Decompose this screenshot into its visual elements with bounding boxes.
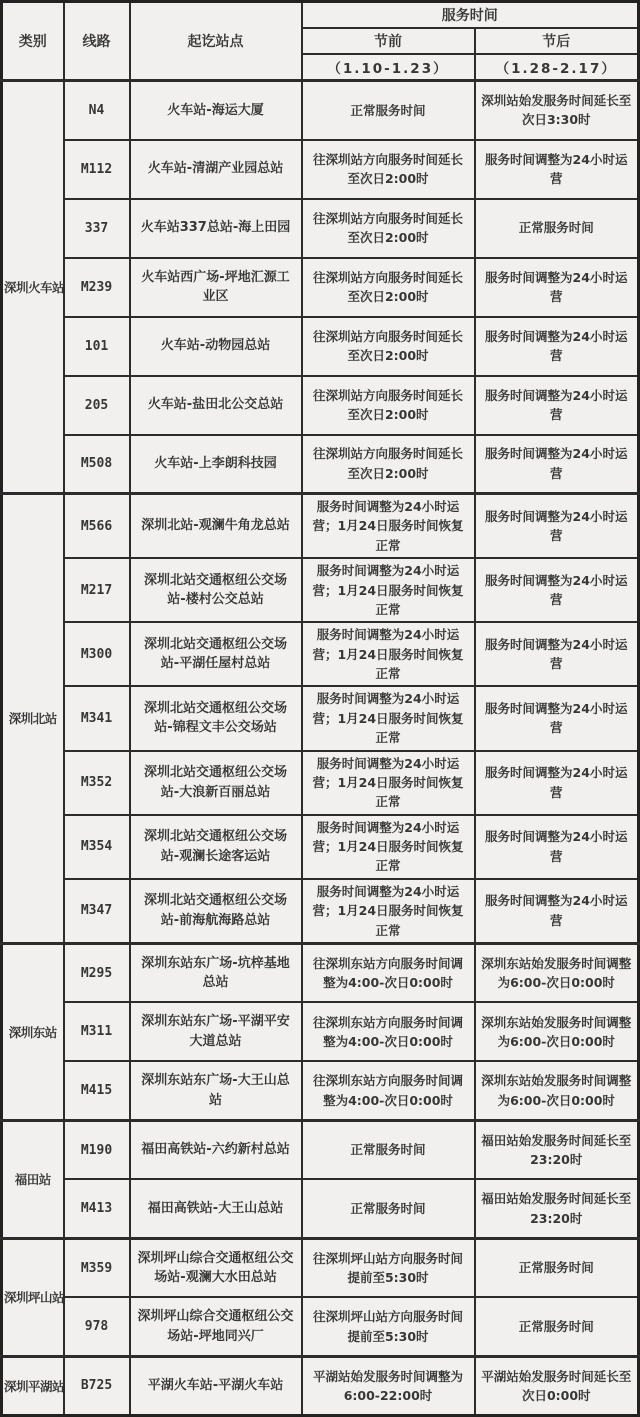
post-cell: 服务时间调整为24小时运营 [475,376,639,435]
post-cell: 深圳东站始发服务时间调整为6:00-次日0:00时 [475,1002,639,1061]
post-cell: 正常服务时间 [475,1238,639,1297]
post-cell: 福田站始发服务时间延长至23:20时 [475,1179,639,1238]
post-cell: 深圳东站始发服务时间调整为6:00-次日0:00时 [475,1061,639,1120]
header-pre-festival: 节前 [302,28,475,54]
table-row [2,199,639,258]
pre-cell: 往深圳东站方向服务时间调整为4:00-次日0:00时 [302,1061,475,1120]
table-row [2,815,639,879]
stations-cell: 平湖火车站-平湖火车站 [130,1356,302,1415]
table-row [2,943,639,1002]
route-cell: M239 [64,258,130,317]
route-cell: 205 [64,376,130,435]
category-cell: 深圳平湖站 [2,1356,64,1415]
post-cell: 服务时间调整为24小时运营 [475,435,639,494]
stations-cell: 深圳坪山综合交通枢纽公交场站-观澜大水田总站 [130,1238,302,1297]
header-stations: 起讫站点 [130,2,302,81]
pre-cell: 服务时间调整为24小时运营；1月24日服务时间恢复正常 [302,494,475,559]
pre-cell: 往深圳站方向服务时间延长至次日2:00时 [302,317,475,376]
route-cell: M413 [64,1179,130,1238]
stations-cell: 火车站-清湖产业园总站 [130,140,302,199]
table-header [2,2,639,81]
table-row [2,1297,639,1356]
stations-cell: 福田高铁站-六约新村总站 [130,1120,302,1179]
stations-cell: 火车站-上李朗科技园 [130,435,302,494]
route-cell: 978 [64,1297,130,1356]
post-cell: 平湖站始发服务时间延长至次日0:00时 [475,1356,639,1415]
table-row [2,376,639,435]
route-cell: M352 [64,751,130,815]
pre-cell: 往深圳坪山站方向服务时间提前至5:30时 [302,1238,475,1297]
pre-cell: 往深圳站方向服务时间延长至次日2:00时 [302,140,475,199]
post-cell: 深圳东站始发服务时间调整为6:00-次日0:00时 [475,943,639,1002]
route-cell: 337 [64,199,130,258]
pre-cell: 往深圳站方向服务时间延长至次日2:00时 [302,376,475,435]
route-cell: M295 [64,943,130,1002]
post-cell: 服务时间调整为24小时运营 [475,140,639,199]
post-cell: 福田站始发服务时间延长至23:20时 [475,1120,639,1179]
route-cell: M566 [64,494,130,559]
table-row [2,1061,639,1120]
pre-cell: 往深圳站方向服务时间延长至次日2:00时 [302,435,475,494]
stations-cell: 深圳北站交通枢纽公交场站-锦程文丰公交场站 [130,686,302,750]
header-service-time: 服务时间 [302,2,639,29]
category-cell: 深圳火车站 [2,81,64,494]
table-body [2,81,639,1416]
header-category: 类别 [2,2,64,81]
route-cell: M300 [64,622,130,686]
header-post-festival-dates: （1.28-2.17） [475,54,639,81]
stations-cell: 深圳北站交通枢纽公交场站-前海航海路总站 [130,879,302,944]
category-cell: 福田站 [2,1120,64,1238]
category-cell: 深圳坪山站 [2,1238,64,1356]
table-row [2,140,639,199]
route-cell: M347 [64,879,130,944]
stations-cell: 深圳东站东广场-坑梓基地总站 [130,943,302,1002]
pre-cell: 服务时间调整为24小时运营；1月24日服务时间恢复正常 [302,815,475,879]
pre-cell: 服务时间调整为24小时运营；1月24日服务时间恢复正常 [302,558,475,622]
table-row [2,879,639,944]
post-cell: 正常服务时间 [475,199,639,258]
category-cell: 深圳东站 [2,943,64,1120]
route-cell: M311 [64,1002,130,1061]
table-row [2,258,639,317]
post-cell: 服务时间调整为24小时运营 [475,494,639,559]
post-cell: 服务时间调整为24小时运营 [475,751,639,815]
pre-cell: 服务时间调整为24小时运营；1月24日服务时间恢复正常 [302,751,475,815]
route-cell: M112 [64,140,130,199]
pre-cell: 往深圳站方向服务时间延长至次日2:00时 [302,258,475,317]
stations-cell: 火车站-盐田北公交总站 [130,376,302,435]
post-cell: 服务时间调整为24小时运营 [475,686,639,750]
table-row [2,435,639,494]
route-cell: M190 [64,1120,130,1179]
post-cell: 服务时间调整为24小时运营 [475,258,639,317]
post-cell: 深圳站始发服务时间延长至次日3:30时 [475,81,639,140]
stations-cell: 深圳东站东广场-大王山总站 [130,1061,302,1120]
post-cell: 服务时间调整为24小时运营 [475,558,639,622]
table-row [2,81,639,140]
pre-cell: 往深圳东站方向服务时间调整为4:00-次日0:00时 [302,1002,475,1061]
stations-cell: 深圳北站交通枢纽公交场站-平湖任屋村总站 [130,622,302,686]
pre-cell: 服务时间调整为24小时运营；1月24日服务时间恢复正常 [302,686,475,750]
pre-cell: 服务时间调整为24小时运营；1月24日服务时间恢复正常 [302,622,475,686]
pre-cell: 平湖站始发服务时间调整为6:00-22:00时 [302,1356,475,1415]
route-cell: M354 [64,815,130,879]
post-cell: 正常服务时间 [475,1297,639,1356]
pre-cell: 正常服务时间 [302,1120,475,1179]
stations-cell: 深圳北站交通枢纽公交场站-观澜长途客运站 [130,815,302,879]
post-cell: 服务时间调整为24小时运营 [475,317,639,376]
table-row [2,1356,639,1415]
table-row [2,622,639,686]
table-row [2,494,639,559]
stations-cell: 福田高铁站-大王山总站 [130,1179,302,1238]
table-row [2,558,639,622]
table-row [2,1238,639,1297]
route-cell: B725 [64,1356,130,1415]
route-cell: M415 [64,1061,130,1120]
table-row [2,751,639,815]
pre-cell: 正常服务时间 [302,81,475,140]
stations-cell: 深圳北站交通枢纽公交场站-大浪新百丽总站 [130,751,302,815]
pre-cell: 往深圳东站方向服务时间调整为4:00-次日0:00时 [302,943,475,1002]
pre-cell: 服务时间调整为24小时运营；1月24日服务时间恢复正常 [302,879,475,944]
table-row [2,1120,639,1179]
stations-cell: 深圳北站-观澜牛角龙总站 [130,494,302,559]
pre-cell: 往深圳站方向服务时间延长至次日2:00时 [302,199,475,258]
stations-cell: 深圳东站东广场-平湖平安大道总站 [130,1002,302,1061]
pre-cell: 正常服务时间 [302,1179,475,1238]
stations-cell: 火车站-海运大厦 [130,81,302,140]
pre-cell: 往深圳坪山站方向服务时间提前至5:30时 [302,1297,475,1356]
post-cell: 服务时间调整为24小时运营 [475,879,639,944]
table-row [2,1002,639,1061]
post-cell: 服务时间调整为24小时运营 [475,815,639,879]
route-cell: N4 [64,81,130,140]
category-cell: 深圳北站 [2,494,64,944]
route-cell: 101 [64,317,130,376]
route-cell: M341 [64,686,130,750]
route-cell: M359 [64,1238,130,1297]
route-cell: M508 [64,435,130,494]
stations-cell: 火车站西广场-坪地汇源工业区 [130,258,302,317]
table-row [2,317,639,376]
stations-cell: 深圳北站交通枢纽公交场站-楼村公交总站 [130,558,302,622]
header-route: 线路 [64,2,130,81]
route-cell: M217 [64,558,130,622]
table-row [2,686,639,750]
header-post-festival: 节后 [475,28,639,54]
stations-cell: 深圳坪山综合交通枢纽公交场站-坪地同兴厂 [130,1297,302,1356]
header-pre-festival-dates: （1.10-1.23） [302,54,475,81]
stations-cell: 火车站-动物园总站 [130,317,302,376]
stations-cell: 火车站337总站-海上田园 [130,199,302,258]
table-row [2,1179,639,1238]
post-cell: 服务时间调整为24小时运营 [475,622,639,686]
